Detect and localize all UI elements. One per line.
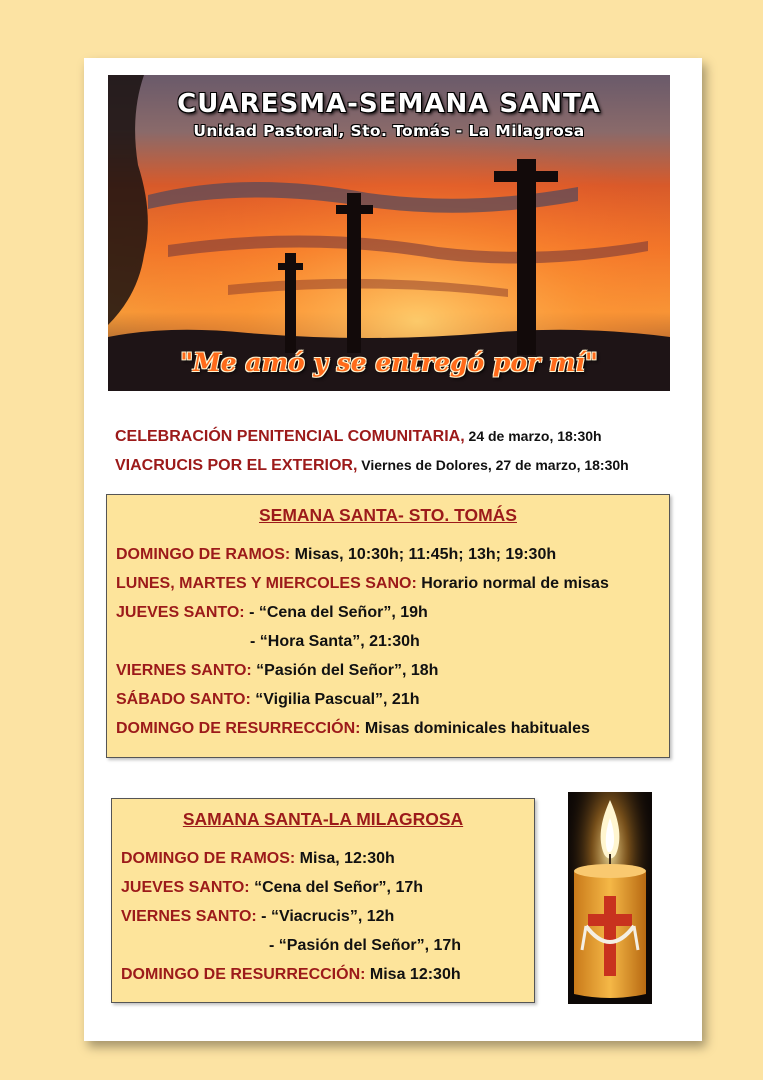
schedule-row (116, 604, 428, 622)
schedule-row (116, 662, 438, 680)
schedule-row (116, 691, 420, 709)
row-value: “Vigilia Pascual”, 21h (250, 691, 420, 708)
poster-page (84, 58, 702, 1041)
schedule-row (269, 937, 461, 955)
row-label: SÁBADO SANTO: (116, 691, 251, 708)
candle-image (568, 792, 652, 1004)
schedule-row (116, 546, 556, 564)
event-viacrucis (115, 457, 629, 475)
row-value: - “Cena del Señor”, 19h (244, 604, 428, 621)
banner-title: CUARESMA-SEMANA SANTA (177, 89, 601, 119)
banner-image (108, 75, 670, 391)
row-value: “Cena del Señor”, 17h (249, 879, 424, 896)
candle-icon (568, 792, 652, 1004)
row-label: VIERNES SANTO: (121, 908, 257, 925)
schedule-row (121, 850, 395, 868)
row-value: Misas, 10:30h; 11:45h; 13h; 19:30h (290, 546, 557, 563)
row-value: Misa, 12:30h (295, 850, 395, 867)
sto-tomas-title: SEMANA SANTA- STO. TOMÁS (259, 505, 517, 525)
row-label: DOMINGO DE RESURRECCIÓN: (121, 966, 366, 983)
milagrosa-schedule-box (111, 798, 535, 1003)
row-value: Misas dominicales habituales (360, 720, 590, 737)
row-value: Horario normal de misas (416, 575, 609, 592)
row-value: - “Viacrucis”, 12h (256, 908, 395, 925)
row-label: JUEVES SANTO: (116, 604, 245, 621)
schedule-row (121, 966, 461, 984)
row-label: VIERNES SANTO: (116, 662, 252, 679)
schedule-row (116, 575, 609, 593)
event-name: VIACRUCIS POR EL EXTERIOR, (115, 457, 358, 474)
milagrosa-title: SAMANA SANTA-LA MILAGROSA (182, 809, 464, 829)
row-label: DOMINGO DE RAMOS: (121, 850, 296, 867)
schedule-row (121, 908, 394, 926)
row-value: “Pasión del Señor”, 18h (251, 662, 439, 679)
row-value: Misa 12:30h (365, 966, 461, 983)
row-label: JUEVES SANTO: (121, 879, 250, 896)
row-value: - “Pasión del Señor”, 17h (269, 937, 462, 954)
event-detail: 24 de marzo, 18:30h (464, 428, 602, 444)
banner-subtitle: Unidad Pastoral, Sto. Tomás - La Milagrosa (193, 122, 585, 140)
schedule-row (116, 720, 590, 738)
event-name: CELEBRACIÓN PENITENCIAL COMUNITARIA, (115, 428, 465, 445)
row-value: - “Hora Santa”, 21:30h (250, 633, 420, 650)
row-label: LUNES, MARTES Y MIERCOLES SANO: (116, 575, 417, 592)
event-detail: Viernes de Dolores, 27 de marzo, 18:30h (357, 457, 629, 473)
banner-quote: "Me amó y se entregó por mí" (180, 348, 598, 377)
schedule-row (121, 879, 423, 897)
schedule-row (250, 633, 420, 651)
row-label: DOMINGO DE RESURRECCIÓN: (116, 720, 361, 737)
sto-tomas-schedule-box (106, 494, 670, 758)
row-label: DOMINGO DE RAMOS: (116, 546, 291, 563)
event-penitencial (115, 428, 602, 446)
